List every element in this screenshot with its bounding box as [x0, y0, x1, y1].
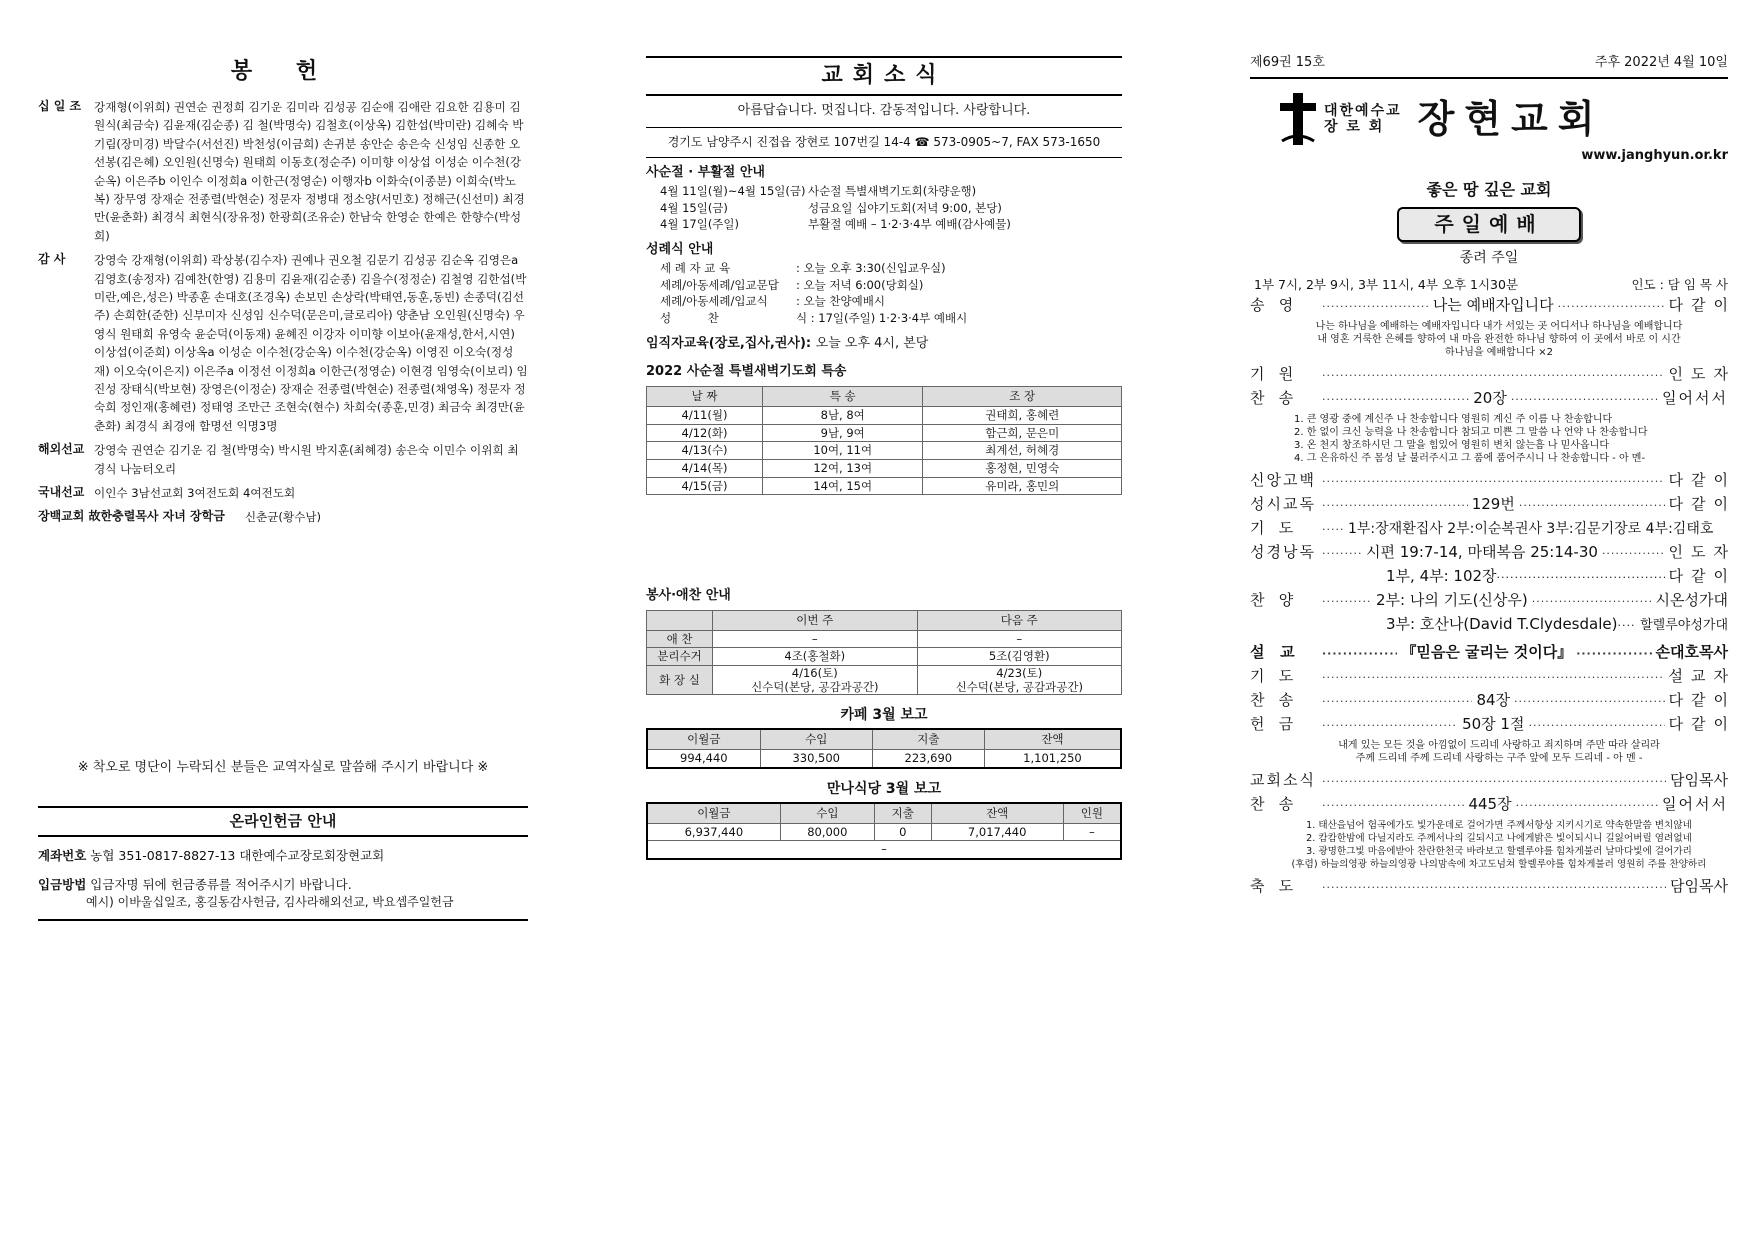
cell: 4/16(토) 신수덕(본당, 공감과공간) [713, 666, 918, 695]
leader-dots [1322, 389, 1469, 411]
offering-names: 강재형(이위희) 권연순 권정희 김기운 김미라 김성공 김순애 김애란 김요한 김용미 김원식(최금숙) 김윤재(김순종) 김 철(박명숙) 김철호(이상옥) 김한섭(박미란) 김혜숙 박기림(장미경) 박달수(서선진) 박천성(이금희) 손귀분 송안순 송은숙 신성임 신종한 오선봉(김은혜) 오인원(신명숙) 원태희 이동호(정순주) 이미향 이상섭 이성순 이수천(강순옥) 이은주b 이인수 이정희a 이한근(정영순) 이행자b 이화숙(이종분) 이희숙(박노복) 장무영 장재순 전종렬(박현순) 정문자 정병대 정소양(서민호) 정해근(신선미) 최경만(윤춘화) 최경식 최현식(장유정) 한광희(조유순) 한남숙 한영순 한예은 한향수(박성희) [94, 99, 525, 243]
column-header: 특 송 [763, 387, 923, 407]
offering-category: 감 사 [38, 252, 66, 267]
news-column [646, 56, 1122, 860]
order-person: 일어서서 [1662, 795, 1728, 814]
lent-date: 4월 11일(월)~4월 15일(금) [660, 183, 806, 198]
service-times-row [1250, 276, 1728, 294]
choir-content: 3부: 호산나(David T.Clydesdale) [1386, 615, 1618, 634]
choir-person: 다같이 [1668, 567, 1736, 586]
offering-column [38, 56, 528, 921]
leader-dots [1511, 389, 1658, 411]
offering-row-domestic [38, 484, 528, 502]
leader-dots [1516, 795, 1658, 817]
leader-dots [1322, 495, 1468, 517]
bulletin-header [1250, 54, 1728, 79]
leader-dots [1519, 495, 1665, 517]
column-header [647, 611, 713, 631]
order-label: 교회소식 [1250, 771, 1316, 790]
cell: – [647, 841, 1121, 859]
church-logo [1250, 91, 1728, 147]
order-item-hymn2 [1250, 689, 1736, 713]
method-text: 입금자명 뒤에 헌금종류를 적어주시기 바랍니다. [90, 876, 352, 892]
offering-names: 이인수 3남선교회 3여전도회 4여전도회 [94, 486, 296, 501]
cell: 0 [874, 823, 931, 841]
cell: 330,500 [760, 750, 872, 768]
order-label: 축 도 [1250, 877, 1294, 896]
column-header: 잔액 [984, 729, 1121, 749]
lent-title: 사순절 · 부활절 안내 [646, 165, 765, 181]
sacrament-item [646, 277, 1122, 294]
denomination-bottom: 장 로 회 [1324, 118, 1385, 135]
order-label: 찬 송 [1250, 691, 1294, 710]
cell: 223,690 [872, 750, 984, 768]
offering-names: 신춘균(황수남) [244, 510, 322, 525]
sacrament-value: 식 : 17일(주일) 1·2·3·4부 예배시 [796, 310, 968, 325]
table-header-row [647, 803, 1121, 823]
offering-row-tithe [38, 98, 528, 245]
column-header: 수입 [760, 729, 872, 749]
sacrament-item [646, 310, 1122, 327]
order-content: 2부: 나의 기도(신상우) [1376, 591, 1528, 610]
offering-row-scholarship [38, 508, 528, 526]
order-label: 신앙고백 [1250, 471, 1316, 490]
leader-dots [1322, 643, 1397, 665]
row-label: 애 찬 [647, 630, 713, 648]
church-slogan: 좋은 땅 깊은 교회 [1426, 179, 1552, 199]
cell: 994,440 [647, 750, 760, 768]
cell: 5조(김영환) [917, 648, 1122, 666]
order-person: 다같이 [1668, 471, 1736, 490]
cell: 4/12(화) [647, 424, 763, 442]
dawn-prayer-title: 2022 사순절 특별새벽기도회 특송 [646, 364, 847, 380]
order-item-hymn1 [1250, 387, 1728, 411]
column-header: 이번 주 [713, 611, 918, 631]
cell: – [917, 630, 1122, 648]
leader-dots [1322, 691, 1472, 713]
cell: 9남, 9여 [763, 424, 923, 442]
column-header: 날 짜 [647, 387, 763, 407]
cell: 1,101,250 [984, 750, 1121, 768]
lent-item [646, 216, 1122, 233]
table-row [647, 442, 1122, 460]
order-item-hymn3 [1250, 793, 1728, 817]
order-label: 송 영 [1250, 296, 1294, 315]
service-times: 1부 7시, 2부 9시, 3부 11시, 4부 오후 1시30분 [1254, 277, 1519, 293]
order-item-choir [1250, 589, 1728, 613]
leader-dots [1558, 296, 1665, 318]
order-label: 성경낭독 [1250, 543, 1316, 562]
order-person: 일어서서 [1662, 389, 1729, 408]
cell: 4/14(목) [647, 459, 763, 477]
column-header: 조 장 [923, 387, 1122, 407]
cell: 14여, 15여 [763, 477, 923, 495]
order-item-sermon [1250, 641, 1728, 665]
order-content: 1부:장재환집사 2부:이순복권사 3부:김문기장로 4부:김태호 [1348, 521, 1714, 538]
cell: 10여, 11여 [763, 442, 923, 460]
officer-value: 오늘 오후 4시, 본당 [815, 335, 929, 351]
choir-person: 할렐루야성가대 [1640, 618, 1728, 634]
leader-dots [1322, 296, 1429, 318]
method-label: 입금방법 [38, 876, 87, 892]
leader-dots [1532, 591, 1652, 613]
order-person: 인도자 [1668, 543, 1736, 562]
order-item-scripture [1250, 541, 1736, 565]
dawn-prayer-table [646, 386, 1122, 495]
order-person: 다같이 [1668, 691, 1736, 710]
row-label: 화 장 실 [647, 666, 713, 695]
sunday-name: 종려 주일 [1459, 249, 1519, 266]
cell: 4/13(수) [647, 442, 763, 460]
cell: 권태희, 홍혜련 [923, 406, 1122, 424]
leader-dots [1322, 471, 1665, 493]
order-content: 129번 [1471, 495, 1515, 514]
offering-title: 봉 헌 [230, 59, 336, 84]
order-item-invocation [1250, 363, 1736, 387]
table-row [647, 841, 1121, 859]
row-label: 분리수거 [647, 648, 713, 666]
leader-dots [1322, 795, 1464, 817]
hymn1-lyrics: 1. 큰 영광 중에 계신주 나 찬송합니다 영원히 계신 주 이름 나 찬송합니다 2. 한 없이 크신 능력을 나 찬송합니다 참되고 미쁜 그 말씀 나 언약 나 찬송합니다 3. 온 천지 창조하시던 그 말을 힘있어 영원히 변치 않는흠 나 믿사옵니다 4. 그 은유하신 주 몸성 날 불러주시고 그 품에 품어주시니 나 찬송합니다 - 아 멘- [1294, 414, 1648, 465]
volume-number: 제69권 15호 [1250, 55, 1325, 70]
cell: 7,017,440 [931, 823, 1063, 841]
order-person: 다같이 [1668, 296, 1736, 315]
cell: 4/11(월) [647, 406, 763, 424]
method-row [38, 876, 528, 894]
column-header: 잔액 [931, 803, 1063, 823]
order-item-doxology [1250, 294, 1736, 318]
order-item-responsive-reading [1250, 493, 1737, 517]
sacrament-key: 세례/아동세례/입교식 [660, 294, 768, 309]
account-row [38, 847, 528, 865]
service-title: 봉사·애찬 안내 [646, 588, 731, 604]
account-number: 농협 351-0817-8827-13 대한예수교장로회장현교회 [90, 848, 385, 864]
table-row [647, 666, 1122, 695]
doxology-lyrics: 나는 하나님을 예배하는 예배자입니다 내가 서있는 곳 어디서나 하나님을 예배합니다 내 영혼 거룩한 은혜를 향하여 내 마음 완전한 하나님 향하여 이 곳에서 바로 이 시간 하나님을 예배합니다 ×2 [1315, 321, 1683, 359]
sacrament-key: 세례/아동세례/입교문답 [660, 277, 779, 292]
hymn3-lyrics: 1. 태산을넘어 험곡에가도 빛가운데로 걸어가면 주께서항상 지키시기로 약속한말씀 변치않네 2. 캄캄한밤에 다닐지라도 주께서나의 길되시고 나에게밝은 빛이되시니 길잃어버릴 염려없네 3. 광명한그빛 마음에받아 찬란한천국 바라보고 할렐루야를 힘차게불러 날마다빛에 걸어가리 (후렴) 하늘의영광 하늘의영광 나의맘속에 차고도넘쳐 할렐루야를 힘차게불러 영원히 주를 찬양하리 [1291, 820, 1707, 871]
column-header: 다음 주 [917, 611, 1122, 631]
officer-education [646, 335, 1122, 354]
church-url: www.janghyun.or.kr [1581, 147, 1728, 163]
cell: 6,937,440 [647, 823, 780, 841]
offering-category: 장백교회 故한충렬목사 자녀 장학금 [38, 509, 225, 524]
leader-dots [1322, 877, 1666, 899]
denomination-top: 대한예수교 [1324, 102, 1402, 119]
church-address: 경기도 남양주시 진접읍 장현로 107번길 14-4 ☎ 573-0905~7, FAX 573-1650 [646, 128, 1122, 158]
leader-dots [1528, 715, 1664, 737]
online-offering-title: 온라인헌금 안내 [38, 806, 528, 838]
lent-event: 성금요일 십야기도회(저녁 9:00, 본당) [808, 200, 1002, 215]
offering-row-thanks [38, 251, 528, 435]
cell: – [713, 630, 918, 648]
order-label: 설 교 [1250, 643, 1295, 662]
order-item-prayer-after-sermon [1250, 665, 1736, 689]
offering-category: 해외선교 [38, 442, 85, 457]
lent-date: 4월 17일(주일) [660, 217, 740, 232]
cell: 80,000 [780, 823, 874, 841]
table-row [647, 648, 1122, 666]
leader-dots [1514, 691, 1664, 713]
worship-badge: 주일예배 [1397, 207, 1581, 242]
cell: 4/23(토) 신수덕(본당, 공감과공간) [917, 666, 1122, 695]
cell: 4/15(금) [647, 477, 763, 495]
leader-dots [1322, 591, 1372, 613]
service-leader: 인도 : 담 임 목 사 [1631, 277, 1728, 293]
cell: 유미라, 홍민의 [923, 477, 1122, 495]
online-offering-box [38, 837, 528, 921]
sacrament-value: : 오늘 찬양예배시 [796, 294, 885, 309]
offering-category: 국내선교 [38, 485, 85, 500]
cell: 4조(홍철화) [713, 648, 918, 666]
cafe-report-table [646, 728, 1122, 768]
table-header-row [647, 611, 1122, 631]
cell: 최계선, 허혜경 [923, 442, 1122, 460]
manna-report-table [646, 802, 1122, 860]
cell: 홍정현, 민영숙 [923, 459, 1122, 477]
choir-line-3 [1250, 613, 1728, 637]
order-label: 기 도 [1250, 667, 1294, 686]
table-row [647, 823, 1121, 841]
table-row [647, 477, 1122, 495]
lent-date: 4월 15일(금) [660, 200, 728, 215]
leader-dots [1322, 667, 1665, 689]
column-header: 이월금 [647, 803, 780, 823]
preacher-name: 손대호목사 [1655, 643, 1728, 662]
method-example: 예시) 이바울십일조, 홍길동감사헌금, 김사라해외선교, 박요셉주일헌금 [86, 894, 454, 909]
order-item-announcements [1250, 769, 1728, 793]
church-motto: 아름답습니다. 멋집니다. 감동적입니다. 사랑합니다. [646, 96, 1122, 128]
leader-dots [1322, 715, 1458, 737]
order-label: 헌 금 [1250, 715, 1294, 734]
table-row [647, 459, 1122, 477]
cross-icon [1280, 91, 1316, 147]
column-header: 인원 [1063, 803, 1121, 823]
table-row [647, 406, 1122, 424]
sacrament-item [646, 260, 1122, 277]
order-item-benediction [1250, 875, 1728, 899]
order-person: 다같이 [1668, 715, 1736, 734]
leader-dots [1497, 567, 1665, 589]
cafe-report-title: 카페 3월 보고 [840, 707, 928, 724]
leader-dots [1576, 643, 1651, 665]
service-table [646, 610, 1122, 695]
lent-event: 부활절 예배 – 1·2·3·4부 예배(감사예물) [808, 217, 1011, 232]
lent-item [646, 200, 1122, 217]
order-person: 담임목사 [1670, 771, 1728, 790]
manna-report-title: 만나식당 3월 보고 [826, 780, 942, 797]
choir-content: 1부, 4부: 102장 [1386, 567, 1497, 586]
cell: 8남, 8여 [763, 406, 923, 424]
offering-names: 강영숙 강재형(이위희) 곽상봉(김수자) 권예나 권오철 김문기 김성공 김순옥 김영은a 김영호(송정자) 김예찬(한영) 김용미 김윤재(김순종) 김을수(정정순) 김철영 김한섭(박미란,예은,성은) 박종훈 손대호(조경옥) 손보민 손상락(박태연,동훈,동빈) 손종덕(김선주) 손희한(준한) 신부미자 신성임 신수덕(문은미,글로리아) 양춘남 오인원(신명숙) 우영식 원태희 유영숙 윤순덕(이동재) 윤혜진 이강자 이미향 이보아(윤재성,한서,시연) 이상섭(이준희) 이상옥a 이성순 이수천(강순옥) 이수천(강순옥) 이영진 이오숙(정성재) 이오숙(이은지) 이은주a 이정선 이정희a 이한근(정영순) 이현경 임영숙(이보리) 임진성 장태식(박보현) 장영은(이정순) 장재순 전종렬(박현순) 전종렬(채영옥) 정문자 정숙희 정인재(홍혜련) 정태영 조만근 조현숙(현수) 차희숙(종훈,민경) 최금숙 최경만(윤춘화) 최경식 최경애 함명선 익명3명 [94, 253, 528, 433]
leader-dots [1322, 519, 1344, 541]
order-label: 기 원 [1250, 365, 1294, 384]
sacrament-key: 세 례 자 교 육 [660, 260, 731, 275]
lent-item [646, 183, 1122, 200]
order-content: 시편 19:7-14, 마태복음 25:14-30 [1366, 543, 1598, 562]
leader-dots [1322, 365, 1665, 387]
sacrament-value: : 오늘 오후 3:30(신입교우실) [796, 260, 946, 275]
account-label: 계좌번호 [38, 848, 87, 864]
leader-dots [1322, 771, 1666, 793]
order-person: 담임목사 [1670, 877, 1728, 896]
sacrament-item [646, 293, 1122, 310]
table-row [647, 630, 1122, 648]
column-header: 지출 [872, 729, 984, 749]
order-person: 시온성가대 [1655, 591, 1728, 610]
order-content: 20장 [1473, 389, 1507, 408]
sermon-title: 『믿음은 굴리는 것이다』 [1401, 643, 1573, 662]
offering-category: 십 일 조 [38, 98, 82, 113]
leader-dots [1602, 543, 1665, 565]
order-content: 84장 [1476, 691, 1511, 710]
order-label: 찬 송 [1250, 389, 1294, 408]
bulletin-date: 주후 2022년 4월 10일 [1594, 55, 1728, 70]
cell: – [1063, 823, 1121, 841]
column-header: 수입 [780, 803, 874, 823]
worship-column [1250, 54, 1737, 899]
order-person: 설교자 [1668, 667, 1736, 686]
cell: 함근희, 문은미 [923, 424, 1122, 442]
column-header: 이월금 [647, 729, 760, 749]
table-row [647, 750, 1121, 768]
sacrament-value: : 오늘 저녁 6:00(당회실) [796, 277, 924, 292]
sacrament-title: 성례식 안내 [646, 241, 714, 257]
table-row [647, 424, 1122, 442]
leader-dots [1322, 543, 1362, 565]
table-header-row [647, 387, 1122, 407]
offering-row-overseas [38, 441, 528, 478]
news-title: 교회소식 [646, 56, 1122, 96]
order-content: 나는 예배자입니다 [1432, 296, 1554, 315]
leader-dots [1617, 615, 1636, 637]
order-item-creed [1250, 469, 1736, 493]
omission-notice: ※ 착오로 명단이 누락되신 분들은 교역자실로 말씀해 주시기 바랍니다 ※ [77, 759, 489, 775]
offering-lyrics: 내게 있는 모든 것을 아낌없이 드리네 사랑하고 죄지하며 주만 따라 살리라 주께 드리네 주께 드리네 사랑하는 구주 앞에 모두 드리네 - 아 멘 - [1338, 740, 1660, 765]
order-label: 찬 송 [1250, 795, 1294, 814]
order-label: 찬 양 [1250, 591, 1294, 610]
order-label: 성시교독 [1250, 495, 1316, 514]
order-content: 445장 [1468, 795, 1512, 814]
sacrament-key: 성 찬 [660, 310, 719, 325]
order-label: 기 도 [1250, 519, 1294, 538]
officer-title: 임직자교육(장로,집사,권사): [646, 335, 812, 351]
order-person: 다같이 [1668, 495, 1737, 514]
lent-event: 사순절 특별새벽기도회(차량운행) [808, 183, 977, 198]
order-item-prayer [1250, 517, 1728, 541]
denomination [1324, 103, 1402, 135]
order-person: 인도자 [1668, 365, 1736, 384]
cell: 12여, 13여 [763, 459, 923, 477]
order-item-offering [1250, 713, 1736, 737]
column-header: 지출 [874, 803, 931, 823]
order-content: 50장 1절 [1462, 715, 1525, 734]
table-header-row [647, 729, 1121, 749]
church-name: 장현교회 [1417, 96, 1605, 142]
choir-line-1 [1250, 565, 1736, 589]
offering-names: 강영숙 권연순 김기운 김 철(박명숙) 박시원 박지훈(최혜경) 송은숙 이민수 이위희 최경식 나눔터오리 [94, 443, 519, 476]
